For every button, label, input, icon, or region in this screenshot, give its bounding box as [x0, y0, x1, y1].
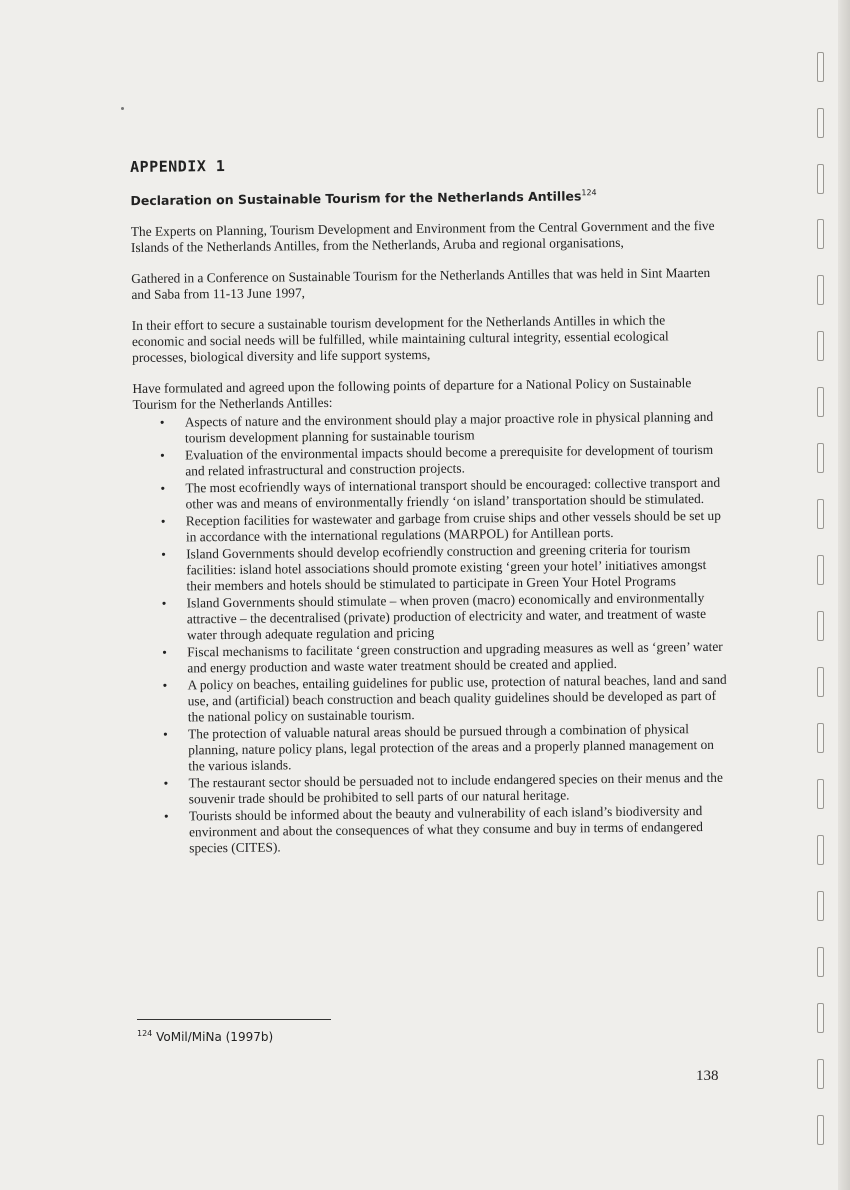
list-item	[135, 672, 727, 726]
paragraph-conference: Gathered in a Conference on Sustainable Tourism for the Netherlands Antilles that was held in Sint Maarten and Saba from 11-13 June 1997,	[131, 265, 711, 303]
binding-hole-icon	[817, 667, 824, 697]
list-item	[137, 803, 729, 857]
binding-hole-icon	[817, 219, 824, 249]
binding-hole-icon	[817, 1003, 824, 1033]
binding-hole-icon	[817, 779, 824, 809]
appendix-title: APPENDIX 1	[130, 157, 226, 176]
speck	[121, 107, 124, 110]
binding-hole-icon	[817, 611, 824, 641]
bullet-icon: •	[159, 414, 165, 430]
bullet-icon: •	[160, 513, 166, 529]
list-item-text: Reception facilities for wastewater and garbage from cruise ships and other vessels should be set up in accordance with the international regulations (MARPOL) for Antillean ports.	[185, 507, 721, 545]
binding-hole-icon	[817, 275, 824, 305]
list-item-text: Tourists should be informed about the beauty and vulnerability of each island’s biodiversity and environment and about the consequences of what they consume and buy in terms of endangered species (CITES).	[188, 803, 704, 856]
bullet-icon: •	[161, 546, 166, 562]
list-item-text: Aspects of nature and the environment should play a major proactive role in physical planning and tourism development planning for sustainable tourism	[184, 409, 714, 446]
declaration-title	[130, 187, 720, 208]
binding-hole-icon	[817, 1059, 824, 1089]
page-number: 138	[696, 1068, 719, 1084]
binding-hole-icon	[817, 891, 824, 921]
binding-hole-icon	[817, 331, 824, 361]
declaration-title-text: Declaration on Sustainable Tourism for the Netherlands Antilles	[130, 188, 582, 209]
footnote-number: 124	[137, 1029, 153, 1038]
list-item-text: The most ecofriendly ways of international transport should be encouraged: collective transport and other was and means of environmentally friendly ‘on island’ transportation should be stimulated.	[185, 474, 721, 512]
list-item-text: Island Governments should develop ecofriendly construction and greening criteria for tourism facilities: island hotel associations should promote existing ‘green your hotel’ initiatives amongst their members and hotels should be stimulated to participate in Green Your Hotel Programs	[186, 541, 707, 594]
binding-spine	[838, 0, 850, 1190]
bullet-icon: •	[160, 447, 165, 463]
list-item-text: A policy on beaches, entailing guidelines for public use, protection of natural beaches, land and sand use, and (artificial) beach construction and beach quality guidelines should be developed as part of the national policy on sustainable tourism.	[187, 671, 727, 725]
binding-hole-icon	[817, 387, 824, 417]
footnote	[137, 1029, 273, 1044]
list-item-text: Fiscal mechanisms to facilitate ‘green construction and upgrading measures as well as ‘green’ water and energy production and waste water treatment should be created and applied.	[187, 638, 723, 676]
policy-points-list	[133, 409, 728, 857]
binding-hole-icon	[817, 947, 824, 977]
list-item-text: Island Governments should stimulate – when proven (macro) economically and environmentally attractive – the decentralised (private) production of electricity and water, and treatment of waste water through adequate regulation and pricing	[186, 590, 707, 643]
list-item	[133, 409, 725, 447]
paragraph-effort: In their effort to secure a sustainable tourism development for the Netherlands Antilles in which the economic and social needs will be fulfilled, while maintaining cultural integrity, essential ecological processes, biological diversity and life support systems,	[131, 312, 669, 366]
footnote-text: VoMil/MiNa (1997b)	[156, 1030, 274, 1044]
binding-hole-icon	[817, 52, 824, 82]
paragraph-experts: The Experts on Planning, Tourism Development and Environment from the Central Government and the five Islands of the Netherlands Antilles, from the Netherlands, Aruba and regional organisations,	[130, 218, 715, 256]
list-item	[134, 508, 726, 546]
paragraph-formulated: Have formulated and agreed upon the following points of departure for a National Policy on Sustainable Tourism for the Netherlands Antilles:	[132, 375, 692, 413]
footnote-divider	[137, 1019, 331, 1020]
binding-hole-icon	[817, 108, 824, 138]
list-item	[133, 475, 725, 513]
list-item	[134, 541, 726, 595]
binding-hole-icon	[817, 723, 824, 753]
binding-hole-icon	[817, 164, 824, 194]
bullet-icon: •	[162, 677, 168, 693]
list-item-text: Evaluation of the environmental impacts should become a prerequisite for development of tourism and related infrastructural and construction projects.	[185, 442, 714, 479]
binding-hole-icon	[817, 555, 824, 585]
binding-hole-icon	[817, 499, 824, 529]
footnote-reference: 124	[581, 188, 597, 198]
bullet-icon: •	[162, 726, 168, 742]
binding-hole-icon	[817, 1115, 824, 1145]
list-item	[135, 639, 727, 677]
appendix-content	[130, 152, 727, 858]
list-item	[136, 721, 728, 775]
list-item-text: The protection of valuable natural areas should be pursued through a combination of physical planning, nature policy plans, legal protection of the areas and a properly planned management on the various islands.	[187, 721, 715, 774]
bullet-icon: •	[163, 808, 169, 824]
bullet-icon: •	[162, 644, 167, 660]
list-item	[136, 770, 728, 808]
bullet-icon: •	[163, 775, 169, 791]
list-item-text: The restaurant sector should be persuaded not to include endangered species on their menus and the souvenir trade should be prohibited to sell parts of our natural heritage.	[188, 769, 723, 807]
binding-hole-icon	[817, 443, 824, 473]
bullet-icon: •	[161, 595, 167, 611]
list-item	[135, 590, 727, 644]
bullet-icon: •	[160, 480, 166, 496]
list-item	[133, 442, 725, 480]
binding-hole-icon	[817, 835, 824, 865]
